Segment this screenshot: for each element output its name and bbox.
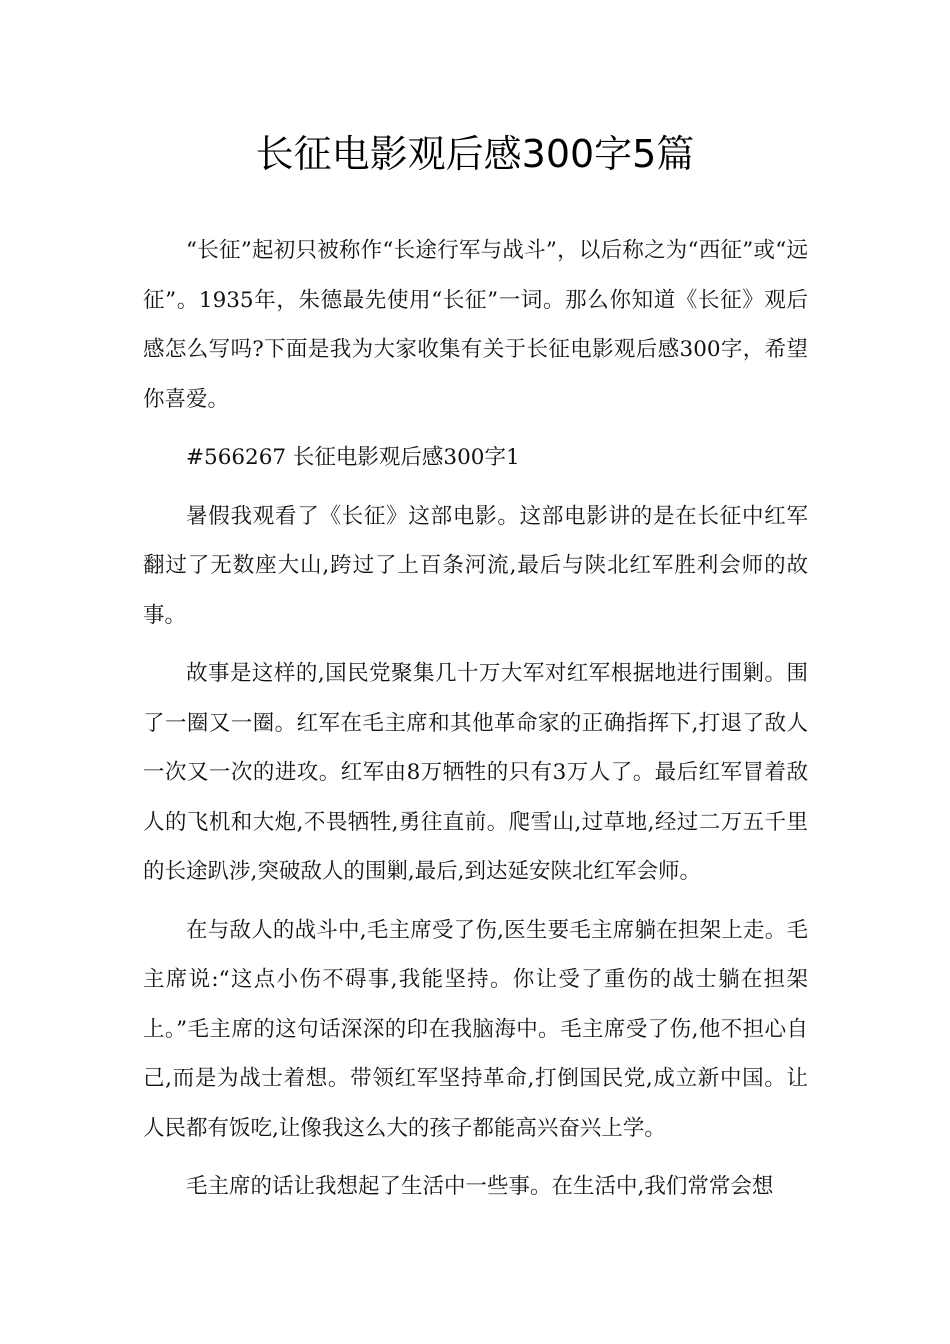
- section-heading: #566267 长征电影观后感300字1: [186, 445, 520, 470]
- intro-paragraph: “长征”起初只被称作“长途行军与战斗”，以后称之为“西征”或“远征”。1935年，朱德最先使用“长征”一词。那么你知道《长征》观后感怎么写吗?下面是我为大家收集有关于长征电影观后感300字，希望你喜爱。: [143, 238, 808, 412]
- body-paragraph: 毛主席的话让我想起了生活中一些事。在生活中,我们常常会想: [186, 1174, 774, 1199]
- body-paragraph: 暑假我观看了《长征》这部电影。这部电影讲的是在长征中红军翻过了无数座大山,跨过了上百条河流,最后与陕北红军胜利会师的故事。: [143, 503, 808, 628]
- document-body: [143, 226, 808, 1221]
- body-paragraph: 故事是这样的,国民党聚集几十万大军对红军根据地进行围剿。围了一圈又一圈。红军在毛主席和其他革命家的正确指挥下,打退了敌人一次又一次的进攻。红军由8万牺牲的只有3万人了。最后红军冒着敌人的飞机和大炮,不畏牺牲,勇往直前。爬雪山,过草地,经过二万五千里的长途趴涉,突破敌人的围剿,最后,到达延安陕北红军会师。: [143, 661, 808, 884]
- document-title: 长征电影观后感300字5篇: [255, 132, 695, 176]
- body-paragraph: 在与敌人的战斗中,毛主席受了伤,医生要毛主席躺在担架上走。毛主席说:“这点小伤不碍事,我能坚持。你让受了重伤的战士躺在担架上。”毛主席的这句话深深的印在我脑海中。毛主席受了伤,他不担心自己,而是为战士着想。带领红军坚持革命,打倒国民党,成立新中国。让人民都有饭吃,让像我这么大的孩子都能高兴奋兴上学。: [143, 917, 808, 1141]
